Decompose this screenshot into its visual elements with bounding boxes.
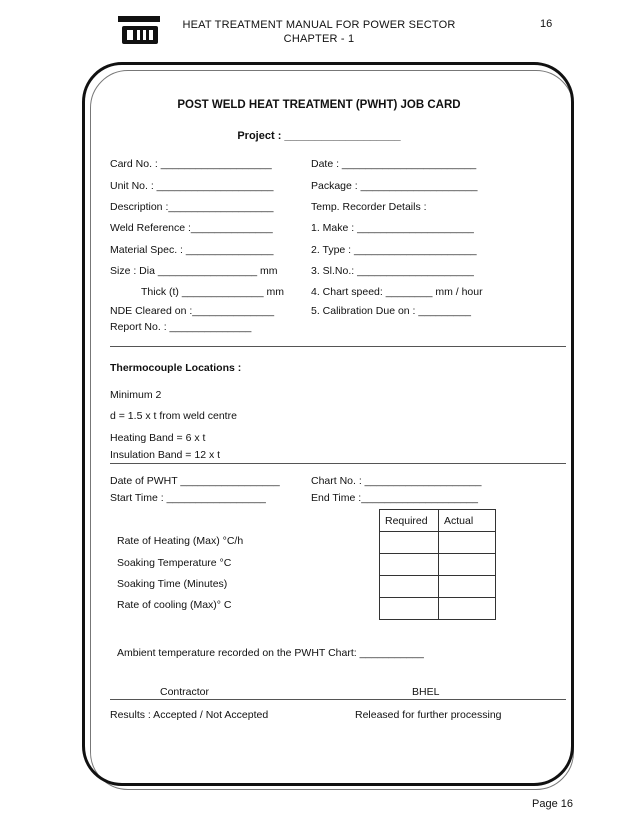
- chart-no-field: Chart No. : ____________________: [311, 475, 482, 487]
- pwht-parameters-table: [379, 509, 496, 620]
- thermocouple-line: d = 1.5 x t from weld centre: [110, 410, 237, 422]
- project-field: Project : ___________________: [237, 130, 401, 142]
- table-header-row: [380, 510, 496, 532]
- table-row: [380, 532, 496, 554]
- released-label: Released for further processing: [355, 709, 502, 721]
- recorder-type-field: 2. Type : _____________________: [311, 244, 477, 256]
- thickness-field: Thick (t) ______________ mm: [141, 286, 284, 298]
- table-row: [380, 598, 496, 620]
- table-row: [380, 576, 496, 598]
- recorder-make-field: 1. Make : ____________________: [311, 222, 474, 234]
- bhel-label: BHEL: [412, 686, 440, 698]
- footer-page-label: Page 16: [532, 798, 573, 810]
- table-row: [380, 554, 496, 576]
- thermocouple-heading: Thermocouple Locations :: [110, 362, 242, 374]
- size-dia-field: Size : Dia _________________ mm: [110, 265, 278, 277]
- material-spec-field: Material Spec. : _______________: [110, 244, 274, 256]
- header-page-number: 16: [540, 18, 553, 30]
- unit-no-field: Unit No. : ____________________: [110, 180, 274, 192]
- actual-header: Actual: [439, 510, 496, 532]
- thermocouple-line: Heating Band = 6 x t: [110, 432, 206, 444]
- card-title: POST WELD HEAT TREATMENT (PWHT) JOB CARD: [177, 99, 461, 111]
- weld-reference-field: Weld Reference :______________: [110, 222, 273, 234]
- actual-cell: [439, 554, 496, 576]
- end-time-field: End Time :____________________: [311, 492, 478, 504]
- chart-speed-field: 4. Chart speed: ________ mm / hour: [311, 286, 483, 298]
- pwht-date-field: Date of PWHT _________________: [110, 475, 280, 487]
- date-field: Date : _______________________: [311, 158, 477, 170]
- package-field: Package : ____________________: [311, 180, 478, 192]
- report-no-field: Report No. : ______________: [110, 321, 252, 333]
- actual-cell: [439, 532, 496, 554]
- row-label-soaking-temp: Soaking Temperature °C: [117, 557, 232, 569]
- card-frame: [82, 62, 574, 786]
- required-cell: [380, 598, 439, 620]
- required-header: Required: [380, 510, 439, 532]
- actual-cell: [439, 576, 496, 598]
- row-label-soaking-time: Soaking Time (Minutes): [117, 578, 228, 590]
- thermocouple-line: Insulation Band = 12 x t: [110, 449, 221, 461]
- required-cell: [380, 532, 439, 554]
- ambient-temperature-field: Ambient temperature recorded on the PWHT Chart: ___________: [117, 647, 424, 659]
- required-cell: [380, 576, 439, 598]
- chapter-label: CHAPTER - 1: [283, 33, 355, 45]
- results-field: Results : Accepted / Not Accepted: [110, 709, 269, 721]
- required-cell: [380, 554, 439, 576]
- actual-cell: [439, 598, 496, 620]
- divider-1: [110, 346, 566, 347]
- description-field: Description :__________________: [110, 201, 274, 213]
- divider-3: [110, 699, 566, 700]
- divider-2: [110, 463, 566, 464]
- row-label-heating-rate: Rate of Heating (Max) °C/h: [117, 535, 244, 547]
- row-label-cooling-rate: Rate of cooling (Max)° C: [117, 599, 232, 611]
- recorder-slno-field: 3. Sl.No.: ____________________: [311, 265, 474, 277]
- start-time-field: Start Time : _________________: [110, 492, 266, 504]
- contractor-label: Contractor: [160, 686, 210, 698]
- card-no-field: Card No. : ___________________: [110, 158, 272, 170]
- temp-recorder-heading: Temp. Recorder Details :: [311, 201, 427, 213]
- nde-cleared-field: NDE Cleared on :______________: [110, 305, 275, 317]
- thermocouple-line: Minimum 2: [110, 389, 162, 401]
- manual-title: HEAT TREATMENT MANUAL FOR POWER SECTOR: [182, 19, 456, 31]
- calibration-due-field: 5. Calibration Due on : _________: [311, 305, 471, 317]
